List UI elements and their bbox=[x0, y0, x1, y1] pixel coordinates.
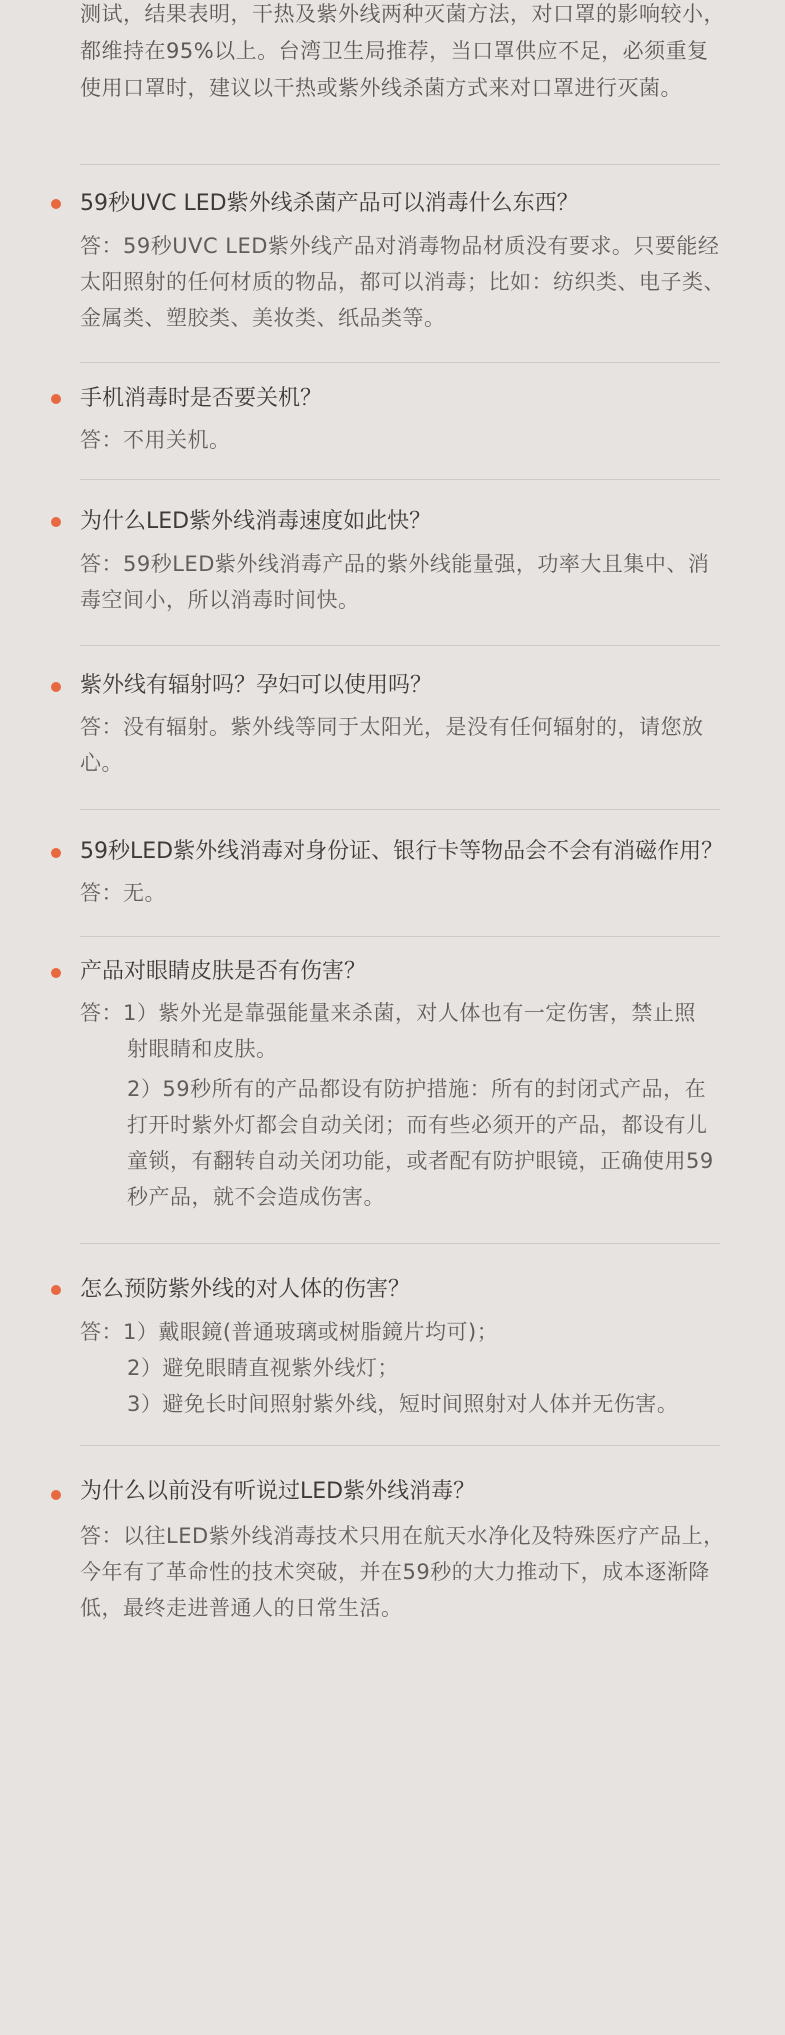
divider bbox=[80, 479, 720, 480]
divider bbox=[80, 645, 720, 646]
bullet-icon bbox=[51, 848, 61, 858]
answer-line: 答：1）戴眼鏡(普通玻璃或树脂鏡片均可)； bbox=[80, 1320, 499, 1344]
faq-question-6: 产品对眼睛皮肤是否有伤害？ bbox=[80, 959, 367, 984]
answer-line: 2）避免眼睛直视紫外线灯； bbox=[127, 1356, 399, 1380]
answer-line: 3）避免长时间照射紫外线，短时间照射对人体并无伤害。 bbox=[127, 1392, 679, 1416]
divider bbox=[80, 809, 720, 810]
faq-question-8: 为什么以前没有听说过LED紫外线消毒？ bbox=[80, 1479, 476, 1504]
bullet-icon bbox=[51, 394, 61, 404]
bullet-icon bbox=[51, 682, 61, 692]
faq-question-5: 59秒LED紫外线消毒对身份证、银行卡等物品会不会有消磁作用？ bbox=[80, 839, 724, 864]
faq-question-7: 怎么预防紫外线的对人体的伤害？ bbox=[80, 1277, 411, 1302]
faq-answer-7 bbox=[80, 1314, 725, 1422]
bullet-icon bbox=[51, 199, 61, 209]
answer-line: 2）59秒所有的产品都设有防护措施：所有的封闭式产品，在打开时紫外灯都会自动关闭；而有些必须开的产品，都设有儿童锁，有翻转自动关闭功能，或者配有防护眼镜，正确使用59秒产品，就不会造成伤害。 bbox=[127, 1077, 714, 1209]
bullet-icon bbox=[51, 1490, 61, 1500]
bullet-icon bbox=[51, 517, 61, 527]
divider bbox=[80, 164, 720, 165]
faq-answer-2: 答：不用关机。 bbox=[80, 428, 231, 452]
faq-answer-3: 答：59秒LED紫外线消毒产品的紫外线能量强，功率大且集中、消毒空间小，所以消毒时间快。 bbox=[80, 552, 710, 612]
faq-answer-1: 答：59秒UVC LED紫外线产品对消毒物品材质没有要求。只要能经太阳照射的任何材质的物品，都可以消毒；比如：纺织类、电子类、金属类、塑胶类、美妆类、纸品类等。 bbox=[80, 234, 725, 330]
answer-line: 答：1）紫外光是靠强能量来杀菌，对人体也有一定伤害，禁止照 bbox=[80, 1001, 696, 1025]
bullet-icon bbox=[51, 968, 61, 978]
divider bbox=[80, 362, 720, 363]
divider bbox=[80, 1445, 720, 1446]
divider bbox=[80, 1243, 720, 1244]
answer-line: 射眼睛和皮肤。 bbox=[127, 1037, 278, 1061]
faq-question-3: 为什么LED紫外线消毒速度如此快？ bbox=[80, 509, 432, 534]
bullet-icon bbox=[51, 1285, 61, 1295]
divider bbox=[80, 936, 720, 937]
faq-question-4: 紫外线有辐射吗？孕妇可以使用吗？ bbox=[80, 673, 433, 698]
faq-question-1: 59秒UVC LED紫外线杀菌产品可以消毒什么东西？ bbox=[80, 191, 579, 216]
faq-answer-8: 答：以往LED紫外线消毒技术只用在航天水净化及特殊医疗产品上，今年有了革命性的技术突破，并在59秒的大力推动下，成本逐渐降低，最终走进普通人的日常生活。 bbox=[80, 1524, 725, 1620]
faq-answer-4: 答：没有辐射。紫外线等同于太阳光，是没有任何辐射的，请您放心。 bbox=[80, 715, 704, 775]
faq-answer-5: 答：无。 bbox=[80, 881, 166, 905]
faq-question-2: 手机消毒时是否要关机？ bbox=[80, 386, 323, 411]
faq-answer-6 bbox=[80, 995, 725, 1215]
intro-paragraph: 测试，结果表明，干热及紫外线两种灭菌方法，对口罩的影响较小，都维持在95%以上。台湾卫生局推荐，当口罩供应不足，必须重复使用口罩时，建议以干热或紫外线杀菌方式来对口罩进行灭菌。 bbox=[80, 2, 725, 100]
